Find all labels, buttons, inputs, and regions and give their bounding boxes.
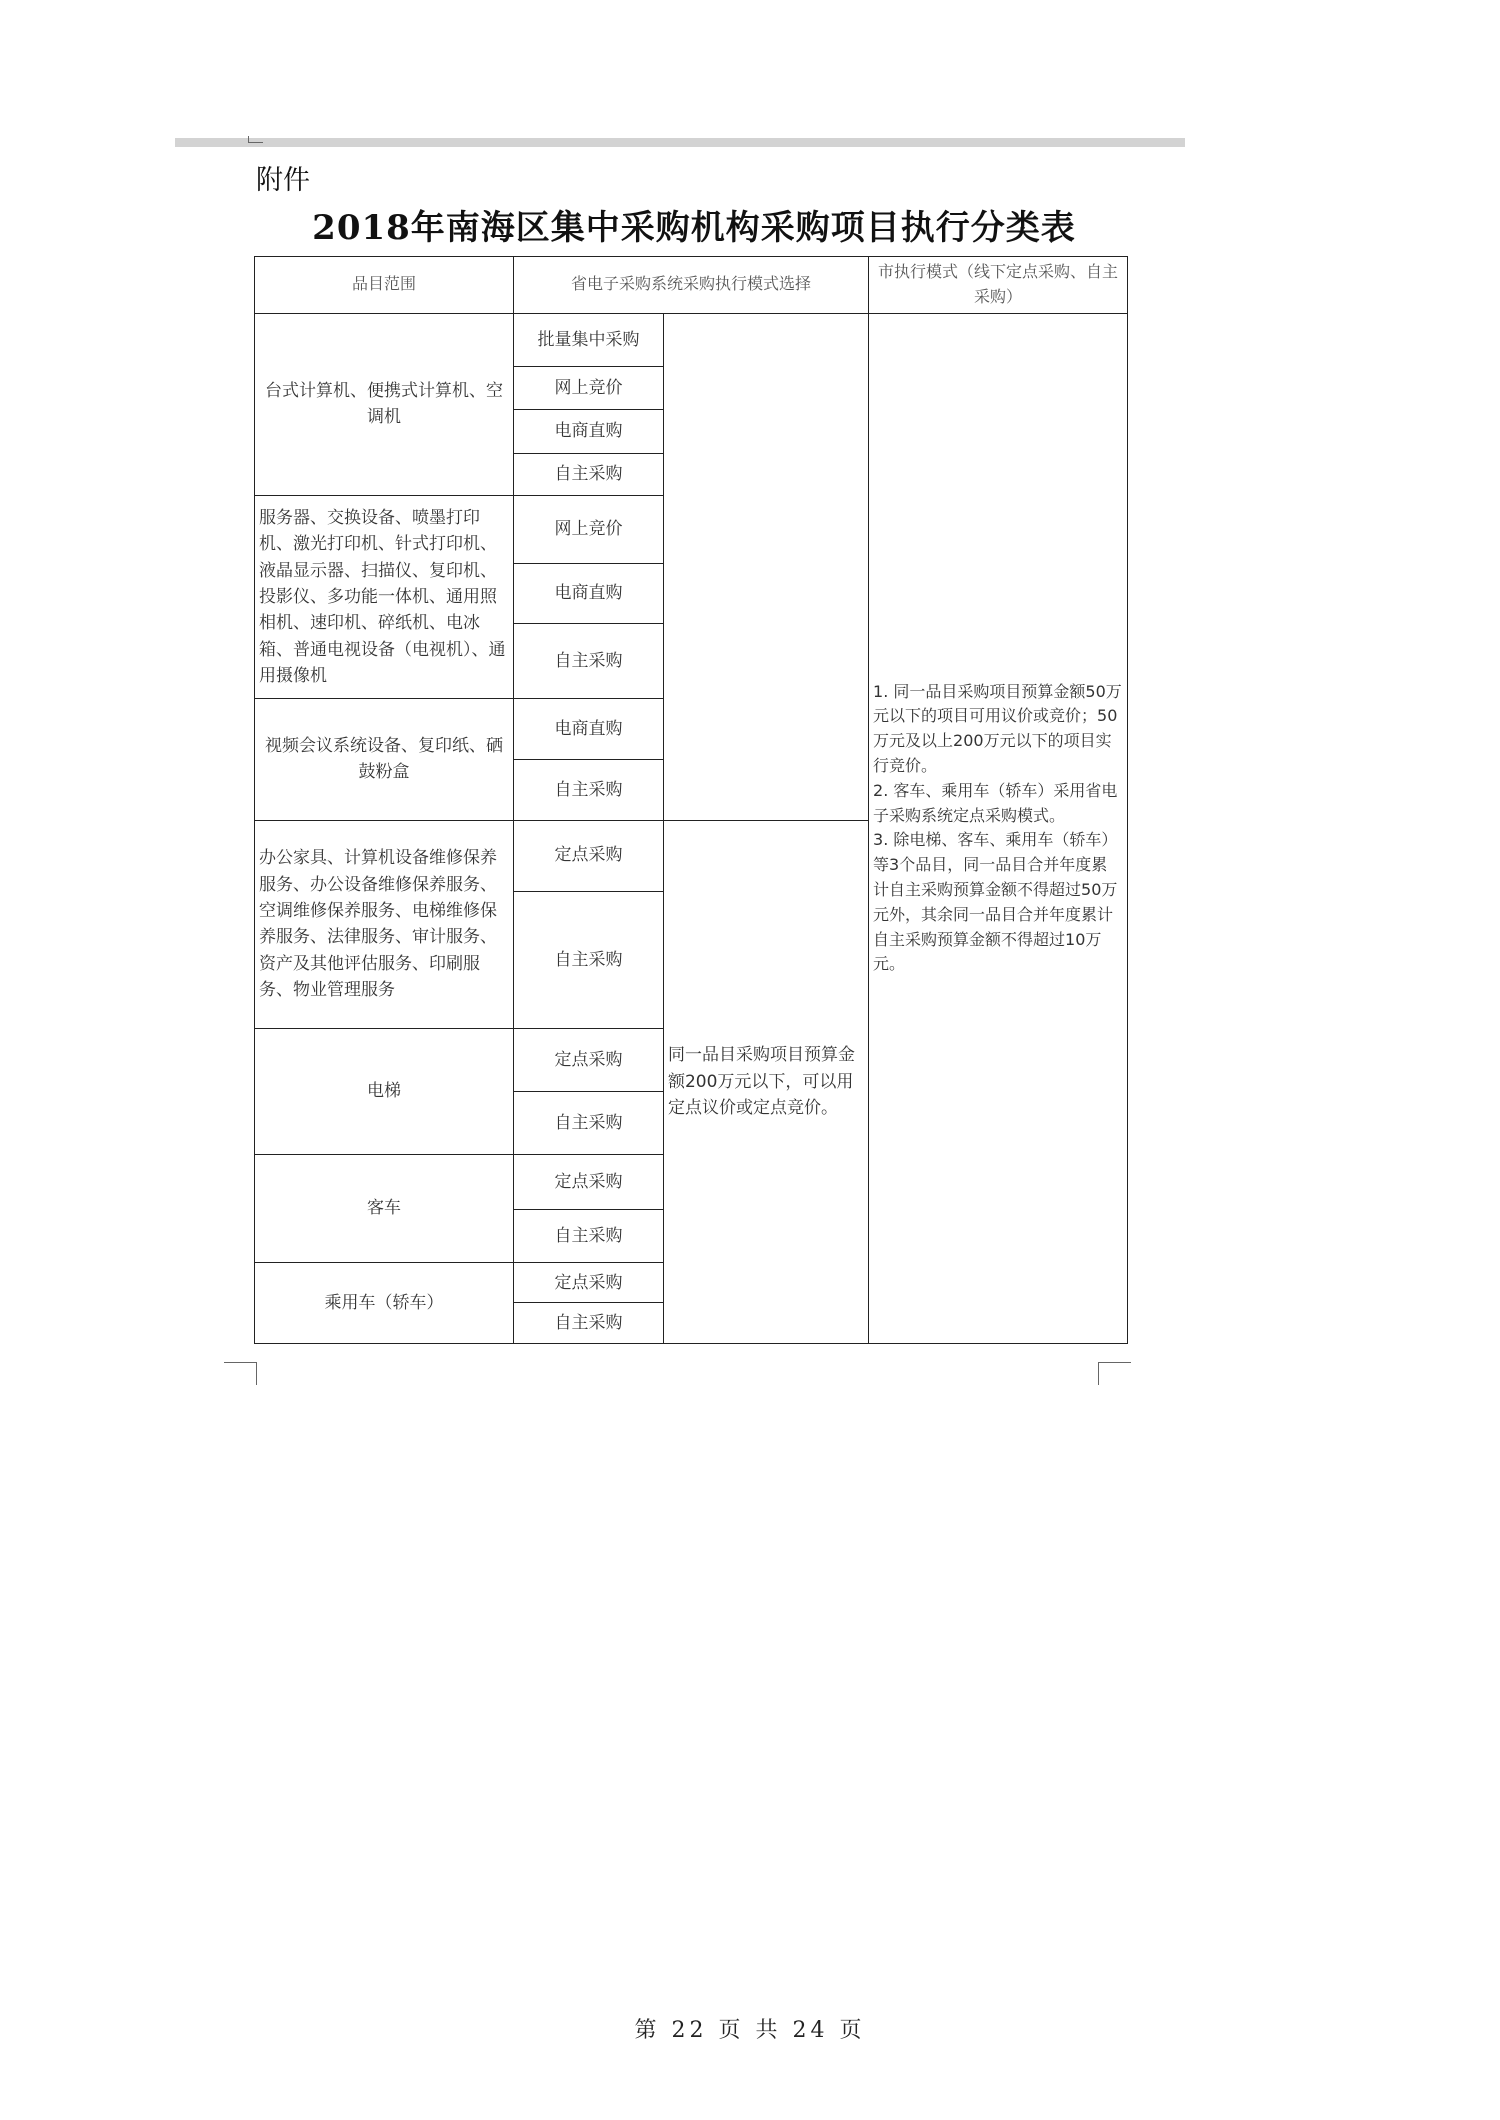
city-note: 2. 客车、乘用车（轿车）采用省电子采购系统定点采购模式。 [873,780,1118,825]
mode-cell: 电商直购 [513,409,663,454]
mode-cell: 定点采购 [513,1154,663,1210]
header-category: 品目范围 [255,257,514,314]
category-cell: 电梯 [255,1029,514,1155]
category-cell: 客车 [255,1154,514,1262]
category-cell: 服务器、交换设备、喷墨打印机、激光打印机、针式打印机、液晶显示器、扫描仪、复印机、投影仪、多功能一体机、通用照相机、速印机、碎纸机、电冰箱、普通电视设备（电视机）、通用摄像机 [255,495,514,698]
mode-cell: 自主采购 [513,891,663,1029]
mode-cell: 定点采购 [513,1262,663,1302]
city-note: 1. 同一品目采购项目预算金额50万元以下的项目可用议价或竞价；50万元及以上200万元以下的项目实行竞价。 [873,681,1122,775]
header-city: 市执行模式（线下定点采购、自主采购） [869,257,1128,314]
procurement-classification-table [254,256,1128,1344]
provincial-note-cell: 同一品目采购项目预算金额200万元以下，可以用定点议价或定点竞价。 [663,820,868,1343]
crop-mark-left [224,1362,257,1385]
page-footer: 第 22 页 共 24 页 [634,2018,866,2043]
mode-cell: 自主采购 [513,624,663,699]
mode-cell: 自主采购 [513,1091,663,1154]
city-notes-cell [869,313,1128,1343]
header-provincial: 省电子采购系统采购执行模式选择 [513,257,868,314]
header-row [255,257,1128,314]
mode-cell: 自主采购 [513,1303,663,1344]
mode-cell: 网上竞价 [513,367,663,410]
category-cell: 视频会议系统设备、复印纸、硒鼓粉盒 [255,699,514,820]
mode-cell: 自主采购 [513,1210,663,1263]
provincial-blank-cell [663,313,868,820]
page-total: 24 [792,2018,829,2043]
mode-cell: 自主采购 [513,454,663,495]
page-title: 2018年南海区集中采购机构采购项目执行分类表 [312,208,1076,248]
mode-cell: 网上竞价 [513,495,663,563]
corner-mark [248,136,263,143]
attachment-label: 附件 [256,165,310,196]
mode-cell: 批量集中采购 [513,313,663,367]
mode-cell: 电商直购 [513,699,663,760]
category-cell: 台式计算机、便携式计算机、空调机 [255,313,514,495]
mode-cell: 定点采购 [513,1029,663,1092]
page-current: 22 [671,2018,708,2043]
document-top-bar [175,138,1185,147]
category-cell: 乘用车（轿车） [255,1262,514,1343]
mode-cell: 定点采购 [513,820,663,891]
mode-cell: 自主采购 [513,759,663,820]
crop-mark-right [1098,1362,1131,1385]
city-note: 3. 除电梯、客车、乘用车（轿车）等3个品目，同一品目合并年度累计自主采购预算金额不得超过50万元外，其余同一品目合并年度累计自主采购预算金额不得超过10万元。 [873,830,1118,974]
mode-cell: 电商直购 [513,563,663,624]
category-cell: 办公家具、计算机设备维修保养服务、办公设备维修保养服务、空调维修保养服务、电梯维修保养服务、法律服务、审计服务、资产及其他评估服务、印刷服务、物业管理服务 [255,820,514,1028]
table-row [255,313,1128,367]
